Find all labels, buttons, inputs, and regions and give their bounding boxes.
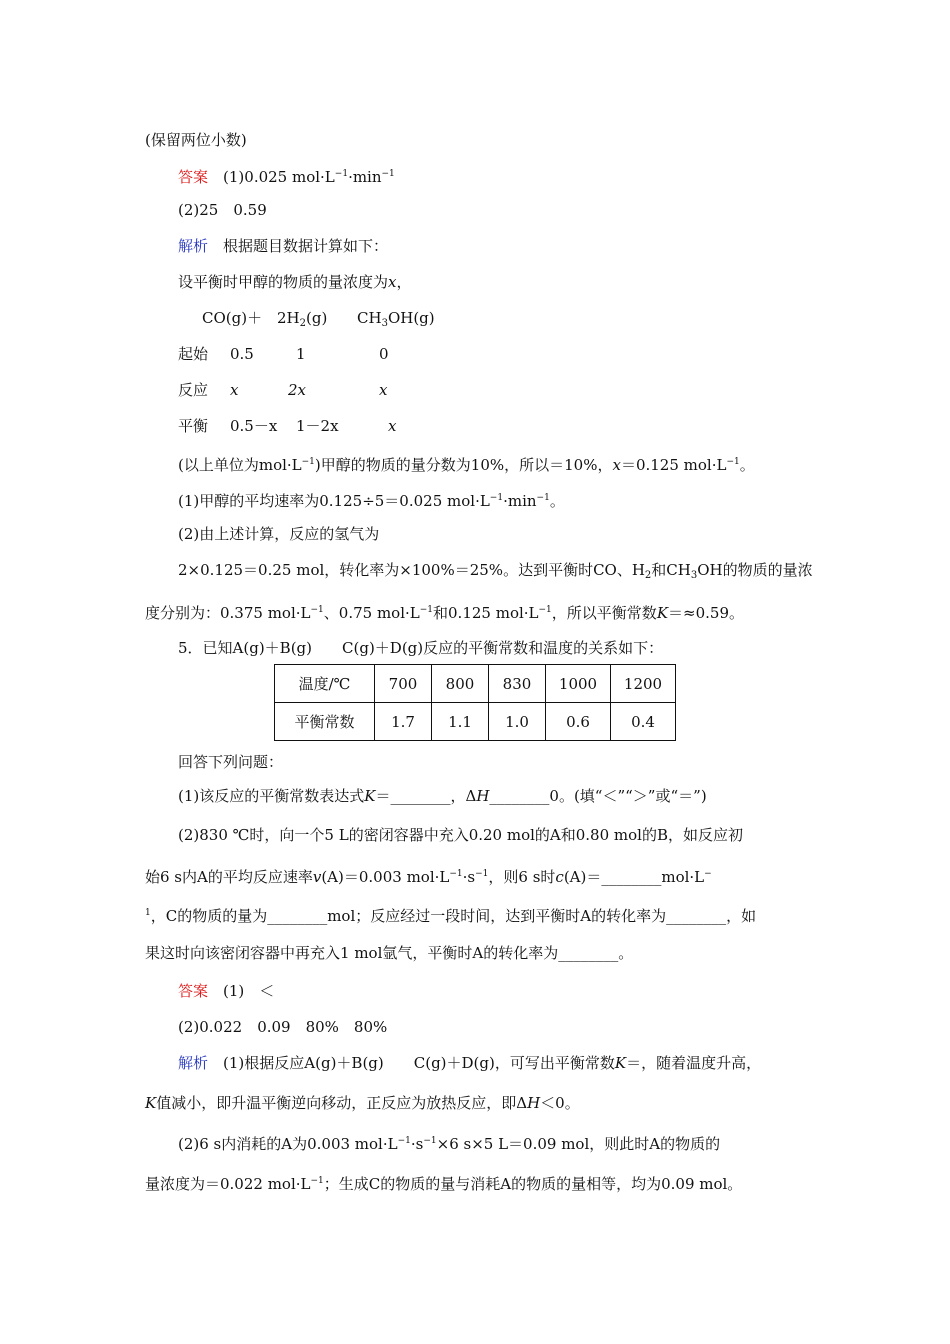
answer-line: (2)0.022 0.09 80% 80% <box>178 1018 388 1036</box>
text-line: (2)由上述计算，反应的氢气为 <box>178 525 380 543</box>
table-cell: 0.6 <box>546 703 611 741</box>
text-line: (以上单位为$mol\cdot L^{-1}$)甲醇的物质的量分数为10%，所以＝10%，x＝0.125 $mol\cdot L^{-1}$。 <box>178 456 755 474</box>
table-row <box>275 665 676 703</box>
analysis-label: 解析 <box>178 237 209 255</box>
question-5-1: (1)该反应的平衡常数表达式K＝________，ΔH________0。(填“＜”“＞”或“＝”) <box>178 787 707 805</box>
text-line: 设平衡时甲醇的物质的量浓度为x， <box>178 273 412 291</box>
table-cell: 1200 <box>611 665 676 703</box>
question-5-2: 始6 s内A的平均反应速率v(A)＝0.003 $mol\cdot L^{-1}\cdot s^{-1}$，则6 s时c(A)＝________mol·L− <box>145 868 712 886</box>
table-header-cell: 平衡常数 <box>275 703 375 741</box>
equation-row: CO(g)＋ $2H_2(g)$ $CH_3OH(g)$ <box>202 309 435 329</box>
analysis-label: 解析 <box>178 1054 209 1072</box>
table-cell: 830 <box>489 665 546 703</box>
equilibrium-constant-table <box>274 664 676 741</box>
table-header-cell: 温度/℃ <box>275 665 375 703</box>
answer-label: 答案 <box>178 168 209 186</box>
table-cell: 1.0 <box>489 703 546 741</box>
table-row <box>275 703 676 741</box>
question-5-2: 果这时向该密闭容器中再充入1 mol氩气，平衡时A的转化率为________。 <box>145 944 634 962</box>
analysis-line: 量浓度为＝0.022 $mol\cdot L^{-1}$；生成C的物质的量与消耗A的物质的量相等，均为0.09 mol。 <box>145 1175 743 1193</box>
equilibrium-row: 平衡 0.5－x 1－2x x <box>178 417 397 435</box>
analysis-line: (2)6 s内消耗的A为0.003 $mol\cdot L^{-1}\cdot s^{-1}\times 6$ s×5 L＝0.09 mol，则此时A的物质的 <box>178 1135 721 1153</box>
table-cell: 1.1 <box>432 703 489 741</box>
question-5-2: (2)830 ℃时，向一个5 L的密闭容器中充入0.20 mol的A和0.80 mol的B，如反应初 <box>178 826 743 844</box>
text-line: (保留两位小数) <box>145 131 247 149</box>
reaction-row: 反应 x 2x x <box>178 381 388 399</box>
table-cell: 1.7 <box>375 703 432 741</box>
answer-line: (2)25 0.59 <box>178 201 267 219</box>
text-line: (1)甲醇的平均速率为0.125÷5＝0.025 $mol\cdot L^{-1}\cdot\min^{-1}$。 <box>178 492 565 510</box>
table-cell: 700 <box>375 665 432 703</box>
text-line: 度分别为：0.375 $mol\cdot L^{-1}$、0.75 $mol\cdot L^{-1}$和0.125 $mol\cdot L^{-1}$，所以平衡常数K＝≈0.59。 <box>145 604 744 622</box>
analysis-line: 解析 (1)根据反应A(g)＋B(g) C(g)＋D(g)，可写出平衡常数K＝，随着温度升高， <box>178 1054 762 1072</box>
table-cell: 0.4 <box>611 703 676 741</box>
answer-line: 答案 (1) ＜ <box>178 982 275 1000</box>
table-cell: 800 <box>432 665 489 703</box>
analysis-line: 解析 根据题目数据计算如下： <box>178 237 389 255</box>
text-line: 回答下列问题： <box>178 753 284 771</box>
question-5: 5．已知A(g)＋B(g) C(g)＋D(g)反应的平衡常数和温度的关系如下： <box>178 639 664 657</box>
question-5-2: $^1$，C的物质的量为________mol；反应经过一段时间，达到平衡时A的转化率为________，如 <box>145 907 757 925</box>
text-line: 2×0.125＝0.25 mol，转化率为×100%＝25%。达到平衡时CO、$H_2$和$CH_3OH$的物质的量浓 <box>178 561 813 581</box>
answer-label: 答案 <box>178 982 209 1000</box>
analysis-line: K值减小，即升温平衡逆向移动，正反应为放热反应，即ΔH＜0。 <box>145 1094 580 1112</box>
table-cell: 1000 <box>546 665 611 703</box>
start-row: 起始 0.5 1 0 <box>178 345 389 363</box>
answer-line: 答案 (1)0.025 $mol\cdot L^{-1}\cdot\min^{-1}$ <box>178 168 395 186</box>
